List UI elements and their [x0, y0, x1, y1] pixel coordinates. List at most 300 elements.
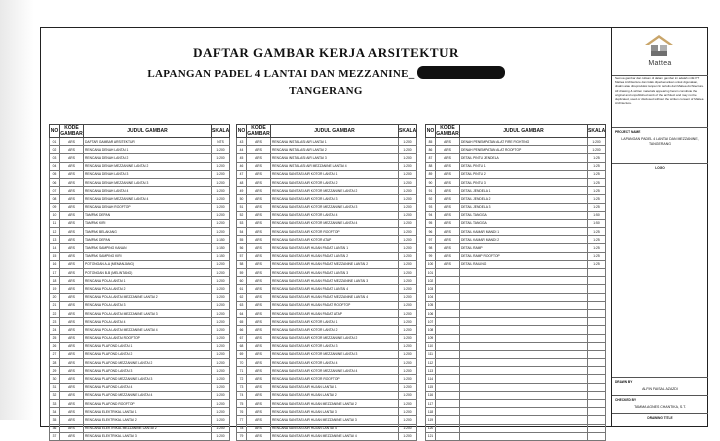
row-no: 101 [426, 269, 436, 277]
row-skala: 1:200 [212, 416, 230, 424]
row-no: 46 [237, 162, 247, 170]
row-no: 32 [50, 391, 60, 399]
row-skala: 1:200 [399, 260, 417, 268]
row-judul [460, 342, 588, 350]
row-skala: 1:200 [212, 277, 230, 285]
row-judul: RENCANA PLAFOND LANTAI 2 [84, 350, 212, 358]
row-no: 61 [237, 285, 247, 293]
row-no: 119 [426, 416, 436, 424]
table-row [426, 178, 606, 186]
row-no: 110 [426, 342, 436, 350]
row-no: 31 [50, 383, 60, 391]
row-skala: 1:200 [399, 187, 417, 195]
row-no: 17 [50, 269, 60, 277]
table-row [50, 178, 230, 186]
row-judul [460, 309, 588, 317]
row-no: 51 [237, 203, 247, 211]
row-no: 04 [50, 162, 60, 170]
row-kode: ARS [247, 416, 271, 424]
table-row [50, 400, 230, 408]
row-kode: ARS [60, 408, 84, 416]
row-judul: RENCANA SANITASI AIR HUJAN LANTAI 2 [271, 391, 399, 399]
row-skala: 1:200 [399, 367, 417, 375]
table-row [50, 195, 230, 203]
table-row [50, 359, 230, 367]
row-skala: 1:200 [212, 162, 230, 170]
row-no: 113 [426, 367, 436, 375]
table-row [50, 350, 230, 358]
project-label: PROJECT NAME [615, 130, 641, 134]
table-row [426, 138, 606, 146]
row-skala: 1:200 [212, 260, 230, 268]
table-row [50, 228, 230, 236]
row-kode [436, 375, 460, 383]
row-skala: 1:25 [588, 244, 606, 252]
row-kode: ARS [60, 424, 84, 432]
row-no: 23 [50, 318, 60, 326]
table-row [50, 375, 230, 383]
row-no: 108 [426, 326, 436, 334]
row-kode: ARS [247, 375, 271, 383]
row-judul: DAFTAR GAMBAR ARSITEKTUR [84, 138, 212, 146]
row-no: 107 [426, 318, 436, 326]
row-judul [460, 408, 588, 416]
row-skala: 1:200 [212, 154, 230, 162]
row-judul: RENCANA ELEKTRIKAL LANTAI 2 [84, 416, 212, 424]
row-skala: 1:25 [588, 154, 606, 162]
row-judul: DETAIL JENDELA 3 [460, 203, 588, 211]
table-row [237, 391, 417, 399]
row-kode [436, 326, 460, 334]
row-skala: 1:150 [212, 236, 230, 244]
table-row [50, 203, 230, 211]
table-row [50, 408, 230, 416]
table-row [50, 154, 230, 162]
table-row [50, 146, 230, 154]
row-no: 08 [50, 195, 60, 203]
table-row [426, 342, 606, 350]
table-row [237, 187, 417, 195]
table-row [237, 400, 417, 408]
row-kode: ARS [60, 334, 84, 342]
row-kode: ARS [60, 154, 84, 162]
row-no: 121 [426, 432, 436, 440]
row-kode: ARS [60, 375, 84, 383]
row-kode: ARS [436, 138, 460, 146]
row-kode: ARS [436, 187, 460, 195]
row-judul [460, 318, 588, 326]
table-row [50, 252, 230, 260]
row-kode: ARS [247, 252, 271, 260]
table-row [426, 162, 606, 170]
row-kode: ARS [247, 187, 271, 195]
row-no: 10 [50, 211, 60, 219]
row-skala: 1:200 [212, 350, 230, 358]
table-row [237, 309, 417, 317]
header-skala: SKALA [588, 125, 606, 138]
row-no: 70 [237, 359, 247, 367]
header-judul: JUDUL GAMBAR [271, 125, 399, 138]
row-kode: ARS [436, 260, 460, 268]
row-kode [436, 293, 460, 301]
brand-name: Mattea [648, 60, 672, 67]
row-skala: 1:200 [399, 383, 417, 391]
row-judul: RENCANA SANITASI AIR KOTOR LANTAI 4 [271, 359, 399, 367]
row-judul: RENCANA POLA LANTAI MEZZANINE LANTAI 2 [84, 293, 212, 301]
row-judul: RENCANA INSTALASI AIR MEZZANINE LANTAI 4 [271, 162, 399, 170]
row-skala: 1:200 [399, 178, 417, 186]
table-row [237, 236, 417, 244]
row-skala [588, 301, 606, 309]
row-judul: RENCANA SANITASI AIR HUJAN MEZZANINE LANTAI 3 [271, 416, 399, 424]
row-no: 11 [50, 219, 60, 227]
table-row [50, 219, 230, 227]
row-kode: ARS [436, 203, 460, 211]
row-judul: RENCANA DENAH LANTAI 4 [84, 187, 212, 195]
row-no: 96 [426, 228, 436, 236]
row-kode [436, 367, 460, 375]
row-judul: DETAIL JENDELA 1 [460, 187, 588, 195]
row-judul: RENCANA SANITASI AIR HUJAN PADAT LANTAI 3 [271, 269, 399, 277]
row-kode: ARS [60, 400, 84, 408]
row-kode: ARS [60, 178, 84, 186]
row-no: 90 [426, 178, 436, 186]
row-skala: 1:200 [212, 269, 230, 277]
row-judul: DETAIL PINTU JENDELA [460, 154, 588, 162]
row-kode: ARS [247, 162, 271, 170]
row-kode: ARS [60, 228, 84, 236]
row-skala [588, 400, 606, 408]
row-kode: ARS [247, 350, 271, 358]
row-judul: RENCANA ELEKTRIKAL LANTAI 3 [84, 432, 212, 440]
row-kode: ARS [247, 228, 271, 236]
row-skala: 1:200 [588, 146, 606, 154]
table-row [237, 269, 417, 277]
table-row [50, 301, 230, 309]
row-kode: ARS [60, 367, 84, 375]
table-row [237, 318, 417, 326]
table-row [426, 334, 606, 342]
row-skala: 1:200 [212, 334, 230, 342]
row-skala: 1:200 [212, 211, 230, 219]
row-skala: 1:200 [212, 400, 230, 408]
row-no: 24 [50, 326, 60, 334]
row-judul: TAMPAK SAMPING KANAN [84, 244, 212, 252]
row-kode [436, 400, 460, 408]
row-judul: RENCANA PLAFOND LANTAI 3 [84, 367, 212, 375]
table-row [50, 162, 230, 170]
row-judul: TAMPAK DEPAN [84, 211, 212, 219]
row-kode: ARS [247, 277, 271, 285]
row-skala [588, 375, 606, 383]
row-skala [588, 383, 606, 391]
row-kode [436, 383, 460, 391]
table-row [50, 342, 230, 350]
row-no: 118 [426, 408, 436, 416]
row-no: 60 [237, 277, 247, 285]
row-no: 09 [50, 203, 60, 211]
row-judul: RENCANA POLA LANTAI 2 [84, 285, 212, 293]
row-no: 03 [50, 154, 60, 162]
row-kode: ARS [60, 236, 84, 244]
table-row [426, 375, 606, 383]
row-skala: 1:200 [212, 342, 230, 350]
project-box [612, 128, 708, 164]
table-row [426, 408, 606, 416]
row-judul: DETAIL PINTU 2 [460, 170, 588, 178]
row-kode [436, 334, 460, 342]
row-judul: RENCANA PLAFOND LANTAI 1 [84, 342, 212, 350]
table-row [50, 367, 230, 375]
header-judul: JUDUL GAMBAR [84, 125, 212, 138]
row-kode: ARS [60, 301, 84, 309]
row-skala: 1:200 [212, 293, 230, 301]
table-row [426, 301, 606, 309]
row-judul: RENCANA PLAFOND ROOFTOP [84, 400, 212, 408]
table-row [426, 170, 606, 178]
row-skala: 1:200 [212, 375, 230, 383]
row-kode: ARS [247, 146, 271, 154]
row-skala: 1:150 [212, 244, 230, 252]
table-row [237, 424, 417, 432]
row-judul [460, 293, 588, 301]
row-skala: 1:200 [212, 195, 230, 203]
row-no: 34 [50, 408, 60, 416]
doc-subtitle-text: LAPANGAN PADEL 4 LANTAI DAN MEZZANINE_ [147, 68, 415, 80]
row-skala: 1:200 [399, 228, 417, 236]
row-kode: ARS [247, 236, 271, 244]
row-kode [436, 309, 460, 317]
row-skala: 1:200 [399, 252, 417, 260]
row-no: 06 [50, 178, 60, 186]
table-row [50, 309, 230, 317]
row-no: 12 [50, 228, 60, 236]
table-row [237, 367, 417, 375]
row-kode: ARS [436, 211, 460, 219]
row-skala: 1:200 [399, 285, 417, 293]
table-row [426, 244, 606, 252]
table-row [50, 285, 230, 293]
row-judul: RENCANA DENAH ROOFTOP [84, 203, 212, 211]
header-no: NO [50, 125, 60, 138]
row-kode [436, 285, 460, 293]
row-judul: RENCANA DENAH LANTAI 1 [84, 146, 212, 154]
row-no: 94 [426, 211, 436, 219]
row-no: 78 [237, 424, 247, 432]
table-row [237, 277, 417, 285]
row-judul: RENCANA DENAH MEZZANINE LANTAI 2 [84, 162, 212, 170]
row-skala: 1:200 [399, 408, 417, 416]
row-skala: 1:25 [588, 260, 606, 268]
table-row [237, 146, 417, 154]
table-row [426, 269, 606, 277]
row-kode: ARS [60, 203, 84, 211]
row-kode [436, 350, 460, 358]
row-skala: 1:200 [212, 146, 230, 154]
row-kode: ARS [247, 400, 271, 408]
notes-box [612, 76, 708, 128]
row-no: 93 [426, 203, 436, 211]
row-skala: 1:25 [588, 162, 606, 170]
row-judul [460, 350, 588, 358]
table-row [237, 170, 417, 178]
row-no: 43 [237, 138, 247, 146]
row-skala: 1:25 [588, 195, 606, 203]
row-judul [460, 424, 588, 432]
row-judul: RENCANA PLAFOND MEZZANINE LANTAI 4 [84, 391, 212, 399]
row-no: 116 [426, 391, 436, 399]
row-no: 02 [50, 146, 60, 154]
row-kode [436, 269, 460, 277]
table-row [237, 260, 417, 268]
row-kode: ARS [436, 228, 460, 236]
row-kode: ARS [436, 219, 460, 227]
row-kode: ARS [60, 293, 84, 301]
table-row [426, 260, 606, 268]
row-kode: ARS [60, 432, 84, 440]
row-no: 66 [237, 326, 247, 334]
header-skala: SKALA [399, 125, 417, 138]
row-kode: ARS [436, 244, 460, 252]
row-judul: RENCANA SANITASI AIR KOTOR ATAP [271, 236, 399, 244]
row-skala: 1:200 [399, 138, 417, 146]
row-skala: 1:200 [399, 203, 417, 211]
row-skala: 1:200 [212, 391, 230, 399]
row-kode: ARS [60, 309, 84, 317]
row-skala: 1:200 [212, 203, 230, 211]
row-no: 47 [237, 170, 247, 178]
row-no: 69 [237, 350, 247, 358]
row-kode: ARS [436, 162, 460, 170]
row-kode: ARS [60, 318, 84, 326]
row-no: 45 [237, 154, 247, 162]
row-skala [588, 309, 606, 317]
header-no: NO [237, 125, 247, 138]
row-judul: RENCANA SANITASI AIR KOTOR LANTAI 4 [271, 211, 399, 219]
row-skala: 1:200 [399, 350, 417, 358]
row-kode: ARS [247, 244, 271, 252]
checked-label: CHECKED BY [615, 398, 637, 402]
row-kode [436, 359, 460, 367]
row-no: 68 [237, 342, 247, 350]
table-row [426, 195, 606, 203]
row-judul: RENCANA SANITASI AIR KOTOR MEZZANINE LANTAI 4 [271, 219, 399, 227]
row-no: 79 [237, 432, 247, 440]
table-row [50, 424, 230, 432]
row-judul: RENCANA SANITASI AIR HUJAN MEZZANINE LANTAI 4 [271, 432, 399, 440]
row-no: 62 [237, 293, 247, 301]
row-skala: 1:200 [212, 326, 230, 334]
row-skala: 1:200 [212, 170, 230, 178]
row-judul: RENCANA SANITASI AIR KOTOR ROOFTOP [271, 375, 399, 383]
row-judul: RENCANA ELEKTRIKAL LANTAI 1 [84, 408, 212, 416]
header-no: NO [426, 125, 436, 138]
row-judul: RENCANA POLA LANTAI ROOFTOP [84, 334, 212, 342]
row-no: 01 [50, 138, 60, 146]
row-skala: 1:200 [399, 146, 417, 154]
row-skala: 1:150 [212, 252, 230, 260]
row-kode: ARS [60, 391, 84, 399]
row-no: 53 [237, 219, 247, 227]
row-no: 56 [237, 244, 247, 252]
table-row [426, 228, 606, 236]
row-kode: ARS [247, 138, 271, 146]
row-skala: 1:200 [399, 301, 417, 309]
row-kode: ARS [436, 178, 460, 186]
row-no: 35 [50, 416, 60, 424]
row-judul: RENCANA INSTALASI AIR LANTAI 1 [271, 138, 399, 146]
row-skala [588, 293, 606, 301]
table-row [426, 400, 606, 408]
row-skala: 1:200 [399, 162, 417, 170]
row-kode [436, 391, 460, 399]
row-skala [588, 391, 606, 399]
drawing-title-box [612, 414, 708, 426]
row-skala: 1:200 [399, 391, 417, 399]
row-no: 74 [237, 391, 247, 399]
row-no: 15 [50, 252, 60, 260]
row-judul: RENCANA SANITASI AIR HUJAN LANTAI 3 [271, 408, 399, 416]
table-row [426, 154, 606, 162]
row-judul: RENCANA PLAFOND MEZZANINE LANTAI 2 [84, 359, 212, 367]
row-judul: DETAIL KAMAR MANDI 2 [460, 236, 588, 244]
row-kode: ARS [247, 424, 271, 432]
row-no: 13 [50, 236, 60, 244]
row-judul [460, 367, 588, 375]
row-no: 77 [237, 416, 247, 424]
table-row [426, 432, 606, 440]
row-kode: ARS [436, 236, 460, 244]
table-row [237, 178, 417, 186]
row-kode: ARS [60, 326, 84, 334]
row-no: 22 [50, 309, 60, 317]
row-skala: 1:25 [588, 187, 606, 195]
row-judul: RENCANA DENAH LANTAI 2 [84, 154, 212, 162]
row-kode: ARS [247, 211, 271, 219]
row-judul [460, 334, 588, 342]
row-kode: ARS [60, 359, 84, 367]
row-judul: RENCANA POLA LANTAI MEZZANINE LANTAI 3 [84, 309, 212, 317]
table-row [50, 334, 230, 342]
table-row [50, 277, 230, 285]
row-skala [588, 285, 606, 293]
row-no: 112 [426, 359, 436, 367]
row-no: 109 [426, 334, 436, 342]
table-row [426, 187, 606, 195]
row-judul [460, 400, 588, 408]
row-no: 106 [426, 309, 436, 317]
row-judul: RENCANA SANITASI AIR HUJAN PADAT MEZZANINE LANTAI 2 [271, 260, 399, 268]
row-skala: 1:25 [588, 252, 606, 260]
row-judul [460, 269, 588, 277]
table-row [426, 309, 606, 317]
row-judul [460, 383, 588, 391]
row-skala: 1:200 [399, 244, 417, 252]
row-judul: TAMPAK KIRI [84, 219, 212, 227]
header-judul: JUDUL GAMBAR [460, 125, 588, 138]
row-skala [588, 367, 606, 375]
row-skala [588, 359, 606, 367]
row-no: 64 [237, 309, 247, 317]
row-skala [588, 277, 606, 285]
row-no: 33 [50, 400, 60, 408]
row-no: 58 [237, 260, 247, 268]
house-logo-icon [644, 34, 674, 58]
row-kode: ARS [60, 277, 84, 285]
row-no: 105 [426, 301, 436, 309]
row-kode: ARS [60, 383, 84, 391]
row-no: 103 [426, 285, 436, 293]
